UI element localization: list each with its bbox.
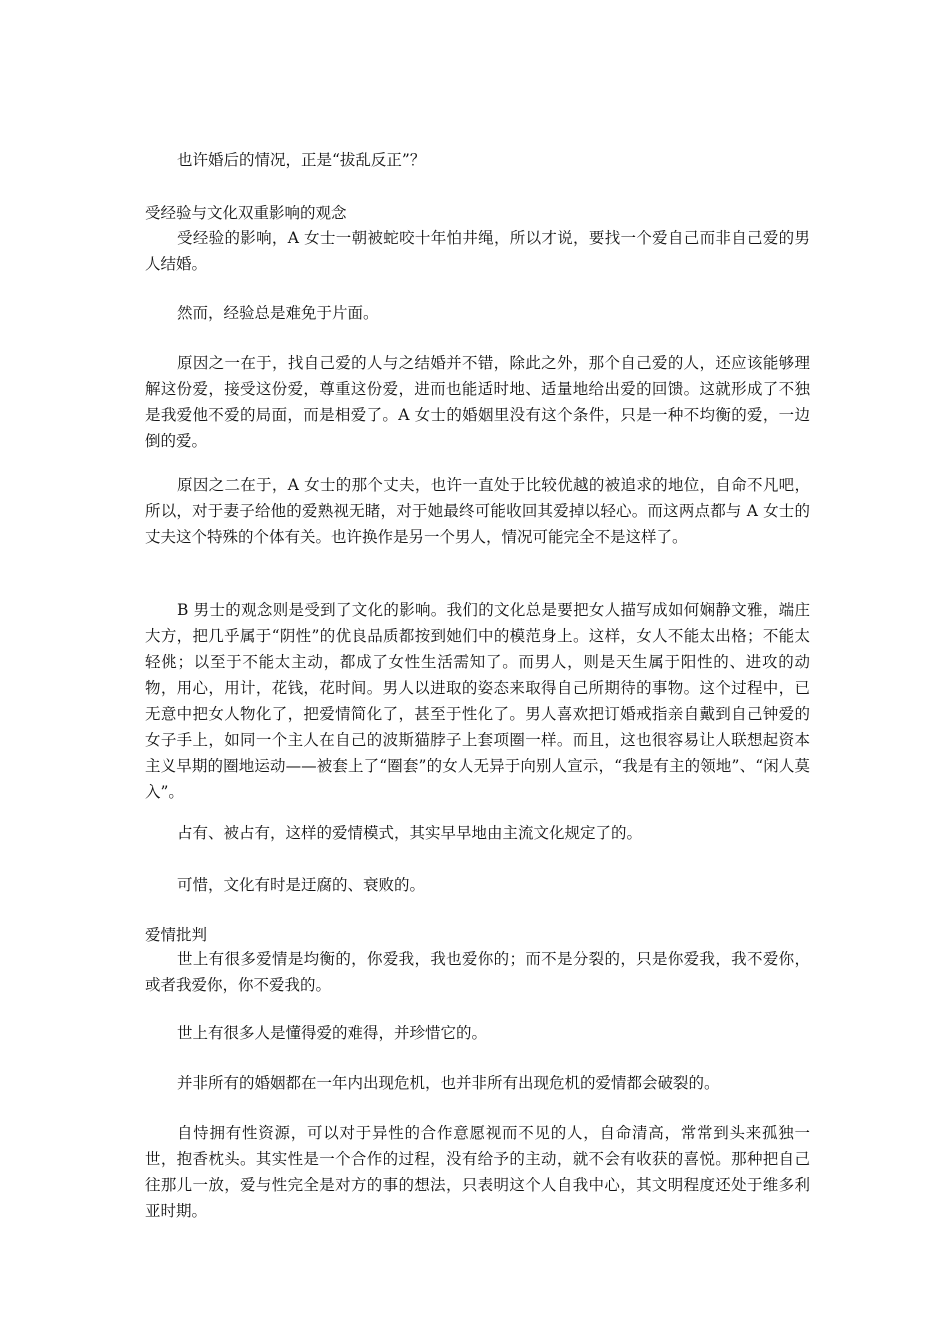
- paragraph: 并非所有的婚姻都在一年内出现危机，也并非所有出现危机的爱情都会破裂的。: [177, 1074, 720, 1092]
- paragraph: 世上有很多人是懂得爱的难得，并珍惜它的。: [177, 1024, 488, 1042]
- paragraph: 受经验的影响，A 女士一朝被蛇咬十年怕井绳，所以才说，要找一个爱自己而非自己爱的男人结婚。: [145, 229, 810, 273]
- paragraph: 也许婚后的情况，正是“拔乱反正”？: [177, 151, 426, 169]
- section-heading: 受经验与文化双重影响的观念: [145, 204, 347, 222]
- paragraph: 自恃拥有性资源，可以对于异性的合作意愿视而不见的人，自命清高，常常到头来孤独一世，抱香枕头。其实性是一个合作的过程，没有给予的主动，就不会有收获的喜悦。那种把自己往那儿一放，爱与性完全是对方的事的想法，只表明这个人自我中心，其文明程度还处于维多利亚时期。: [145, 1124, 810, 1220]
- paragraph: 可惜，文化有时是迂腐的、衰败的。: [177, 876, 426, 894]
- paragraph: 世上有很多爱情是均衡的，你爱我，我也爱你的；而不是分裂的，只是你爱我，我不爱你，或者我爱你，你不爱我的。: [145, 950, 810, 994]
- paragraph: 占有、被占有，这样的爱情模式，其实早早地由主流文化规定了的。: [177, 824, 643, 842]
- paragraph: 然而，经验总是难免于片面。: [177, 304, 379, 322]
- paragraph: B 男士的观念则是受到了文化的影响。我们的文化总是要把女人描写成如何娴静文雅，端庄大方，把几乎属于“阴性”的优良品质都按到她们中的模范身上。这样，女人不能太出格；不能太轻佻；以至于不能太主动，都成了女性生活需知了。而男人，则是天生属于阳性的、进攻的动物，用心，用计，花钱，花时间。男人以进取的姿态来取得自己所期待的事物。这个过程中，已无意中把女人物化了，把爱情简化了，甚至于性化了。男人喜欢把订婚戒指亲自戴到自己钟爱的女子手上，如同一个主人在自己的波斯猫脖子上套项圈一样。而且，这也很容易让人联想起资本主义早期的圈地运动——被套上了“圈套”的女人无异于向别人宣示，“我是有主的领地”、“闲人莫入”。: [145, 601, 810, 801]
- section-heading: 爱情批判: [145, 926, 208, 944]
- paragraph: 原因之一在于，找自己爱的人与之结婚并不错，除此之外，那个自己爱的人，还应该能够理解这份爱，接受这份爱，尊重这份爱，进而也能适时地、适量地给出爱的回馈。这就形成了不独是我爱他不爱的局面，而是相爱了。A 女士的婚姻里没有这个条件，只是一种不均衡的爱，一边倒的爱。: [145, 354, 810, 450]
- paragraph: 原因之二在于，A 女士的那个丈夫，也许一直处于比较优越的被追求的地位，自命不凡吧，所以，对于妻子给他的爱熟视无睹，对于她最终可能收回其爱掉以轻心。而这两点都与 A 女士的丈夫这个特殊的个体有关。也许换作是另一个男人，情况可能完全不是这样了。: [145, 476, 810, 546]
